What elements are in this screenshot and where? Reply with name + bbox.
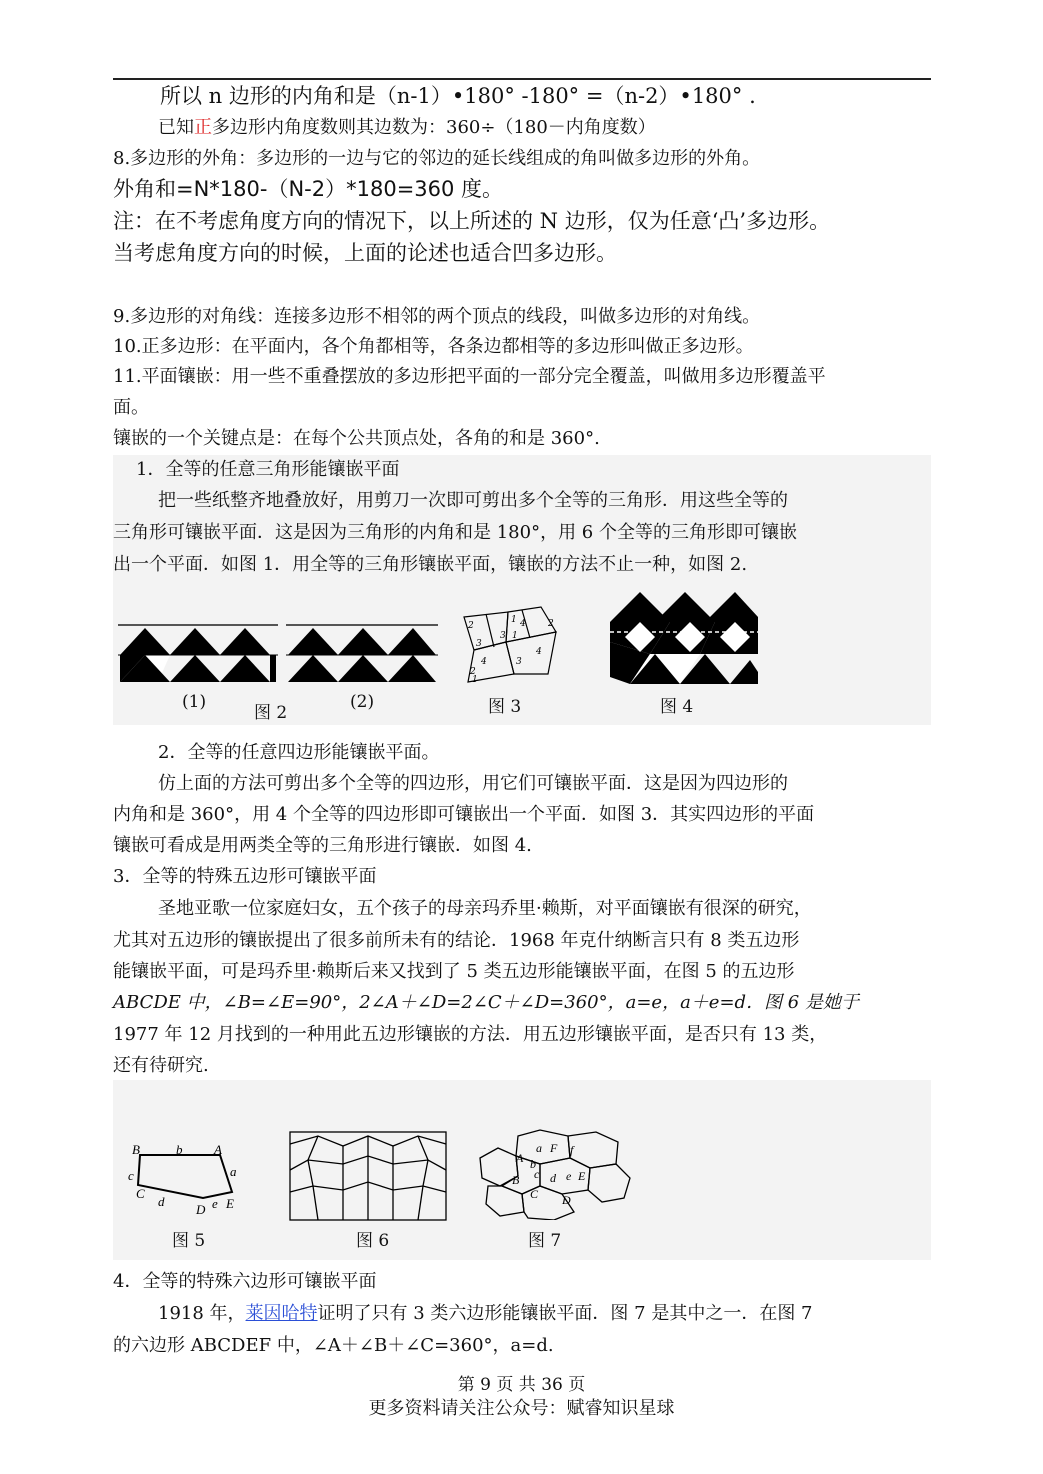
text-line: 仿上面的方法可剪出多个全等的四边形，用它们可镶嵌平面．这是因为四边形的	[158, 773, 788, 794]
figure-2-part-2	[286, 620, 438, 690]
svg-text:A: A	[214, 1142, 222, 1157]
text-line: 当考虑角度方向的时候，上面的论述也适合凹多边形。	[113, 241, 617, 265]
figure-4-caption: 图 4	[660, 697, 694, 717]
text-line: 镶嵌可看成是用两类全等的三角形进行镶嵌．如图 4.	[113, 835, 532, 856]
svg-text:B: B	[512, 1173, 520, 1187]
text-line: 10.正多边形：在平面内，各个角都相等，各条边都相等的多边形叫做正多边形。	[113, 336, 754, 357]
text-line: 1．全等的任意三角形能镶嵌平面	[136, 459, 400, 480]
figure-2-caption: 图 2	[254, 703, 288, 723]
svg-text:e: e	[566, 1169, 572, 1183]
text-line: 三角形可镶嵌平面．这是因为三角形的内角和是 180°，用 6 个全等的三角形即可镶嵌	[113, 522, 797, 543]
svg-text:d: d	[550, 1171, 556, 1185]
figure-6-caption: 图 6	[356, 1231, 390, 1251]
svg-text:a: a	[230, 1164, 237, 1179]
figure-4-triangle-tiling	[610, 592, 758, 684]
figure-3-number: 4	[481, 657, 487, 667]
figure-3-caption: 图 3	[488, 697, 522, 717]
figure-3-number: 3	[500, 631, 506, 641]
text-line: ABCDE 中，∠B=∠E=90°，2∠A＋∠D=2∠C＋∠D=360°，a=e，a＋e=d．图 6 是她于	[113, 992, 859, 1013]
text-line: 8.多边形的外角：多边形的一边与它的邻边的延长线组成的角叫做多边形的外角。	[113, 148, 761, 169]
text-line: 圣地亚歌一位家庭妇女，五个孩子的母亲玛乔里·赖斯，对平面镶嵌有很深的研究，	[158, 898, 812, 919]
text-line: 镶嵌的一个关键点是：在每个公共顶点处，各角的和是 360°.	[113, 428, 600, 449]
svg-text:d: d	[158, 1194, 165, 1209]
text-line: 2．全等的任意四边形能镶嵌平面。	[158, 742, 440, 763]
text-line: 已知正多边形内角度数则其边数为：360÷（180－内角度数）	[158, 117, 656, 138]
figure-3-number: 3	[476, 639, 482, 649]
figure-5-pentagon	[128, 1140, 248, 1220]
text-line: 把一些纸整齐地叠放好，用剪刀一次即可剪出多个全等的三角形．用这些全等的	[158, 490, 788, 511]
text-line: 还有待研究.	[113, 1055, 209, 1076]
figure-3-number: 4	[536, 647, 542, 657]
svg-text:c: c	[534, 1167, 540, 1181]
text-line: 4．全等的特殊六边形可镶嵌平面	[113, 1271, 377, 1292]
text-line: 11.平面镶嵌：用一些不重叠摆放的多边形把平面的一部分完全覆盖，叫做用多边形覆盖平	[113, 366, 826, 387]
svg-text:D: D	[196, 1202, 206, 1217]
text-line: 1977 年 12 月找到的一种用此五边形镶嵌的方法．用五边形镶嵌平面，是否只有 13 类，	[113, 1024, 828, 1045]
svg-text:e: e	[212, 1196, 218, 1211]
figure-3-number: 1	[511, 615, 517, 625]
figure-3-number: 2	[548, 619, 554, 629]
text-line: 面。	[113, 397, 149, 418]
footer-promo: 更多资料请关注公众号：赋睿知识星球	[368, 1398, 675, 1419]
figure-5-caption: 图 5	[172, 1231, 206, 1251]
text-line: 3．全等的特殊五边形可镶嵌平面	[113, 866, 377, 887]
figure-3-number: 1	[472, 675, 478, 685]
figure-2-sublabel-2: (2)	[350, 692, 375, 712]
page-number: 第 9 页 共 36 页	[457, 1375, 586, 1395]
figure-2-part-1	[118, 620, 278, 690]
svg-text:b: b	[530, 1157, 536, 1171]
figure-6-pentagon-tiling	[288, 1130, 448, 1222]
svg-text:f: f	[570, 1143, 574, 1157]
text-line: 内角和是 360°，用 4 个全等的四边形即可镶嵌出一个平面．如图 3．其实四边形的平面	[113, 804, 815, 825]
reinhardt-link[interactable]: 莱因哈特	[245, 1303, 318, 1324]
text-line: 所以 n 边形的内角和是（n-1）•180° -180° =（n-2）•180° .	[160, 84, 756, 108]
figure-7-hexagon-tiling	[478, 1128, 633, 1220]
svg-text:D: D	[562, 1193, 571, 1207]
svg-text:C: C	[136, 1186, 145, 1201]
figure-3-number: 1	[512, 631, 518, 641]
svg-text:B: B	[132, 1142, 140, 1157]
svg-text:E: E	[578, 1169, 586, 1183]
figure-3-quadrilateral-tiling	[456, 602, 566, 687]
text-line: 注：在不考虑角度方向的情况下，以上所述的 N 边形，仅为任意‘凸’多边形。	[113, 209, 831, 233]
figure-3-number: 4	[520, 619, 526, 629]
text-line: 1918 年，莱因哈特证明了只有 3 类六边形能镶嵌平面．图 7 是其中之一．在图 7	[158, 1303, 813, 1324]
top-rule	[113, 78, 931, 80]
svg-text:E: E	[226, 1196, 234, 1211]
figure-7-caption: 图 7	[528, 1231, 562, 1251]
svg-text:A: A	[516, 1151, 524, 1165]
svg-text:b: b	[176, 1142, 183, 1157]
svg-text:a: a	[536, 1141, 542, 1155]
svg-text:F: F	[550, 1141, 558, 1155]
text-line: 尤其对五边形的镶嵌提出了很多前所未有的结论．1968 年克什纳断言只有 8 类五边形	[113, 930, 800, 951]
figure-2-sublabel-1: (1)	[182, 692, 207, 712]
figure-3-number: 3	[516, 657, 522, 667]
text-line: 能镶嵌平面，可是玛乔里·赖斯后来又找到了 5 类五边形能镶嵌平面，在图 5 的五边形	[113, 961, 795, 982]
svg-text:c: c	[128, 1168, 134, 1183]
figure-3-number: 2	[468, 621, 474, 631]
text-line: 9.多边形的对角线：连接多边形不相邻的两个顶点的线段，叫做多边形的对角线。	[113, 306, 761, 327]
text-line: 外角和=N*180-（N-2）*180=360 度。	[113, 177, 504, 201]
figure-3-number: 2	[470, 667, 476, 677]
svg-text:C: C	[530, 1187, 539, 1201]
text-line: 的六边形 ABCDEF 中，∠A＋∠B＋∠C=360°，a=d.	[113, 1335, 554, 1356]
text-line: 出一个平面．如图 1．用全等的三角形镶嵌平面，镶嵌的方法不止一种，如图 2.	[113, 554, 748, 575]
